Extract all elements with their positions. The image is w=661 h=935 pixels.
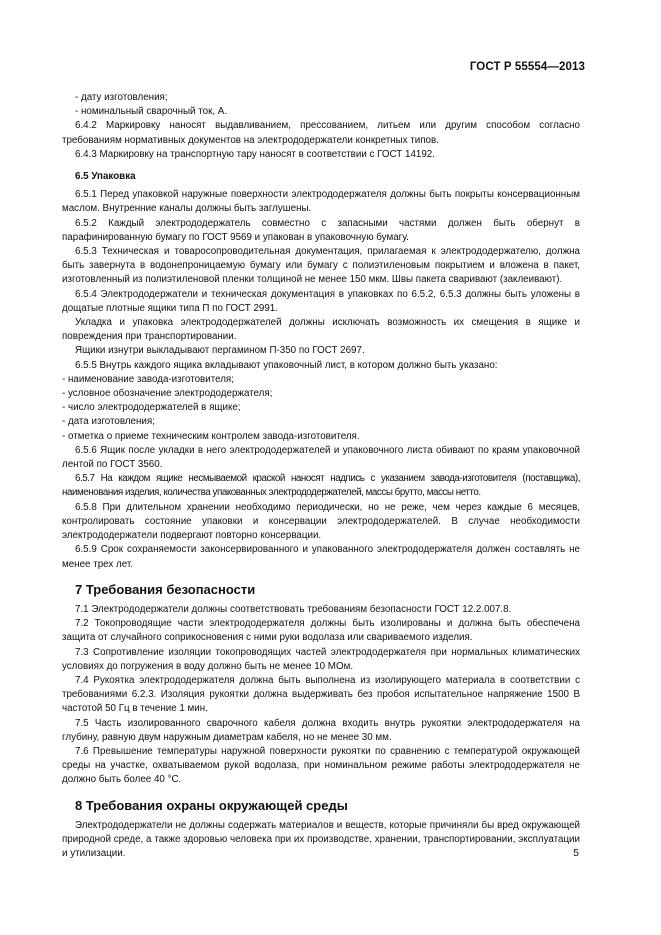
paragraph-6-5-4: 6.5.4 Электрододержатели и техническая документация в упаковках по 6.5.2, 6.5.3 должны быть уложены в дощатые плотные ящики типа П по ГОСТ 2991. bbox=[62, 288, 580, 314]
paragraph-6-5-4-c: Ящики изнутри выкладывают пергамином П-350 по ГОСТ 2697. bbox=[75, 345, 365, 357]
paragraph-6-5-2: 6.5.2 Каждый электрододержатель совместно с запасными частями должен быть обернут в парафинированную бумагу по ГОСТ 9569 и упакован в упаковочную бумагу. bbox=[62, 217, 580, 243]
paragraph-6-5-4-b: Укладка и упаковка электрододержателей должны исключать возможность их смещения в ящике и повреждения при транспортировании. bbox=[62, 317, 580, 343]
paragraph-7-6: 7.6 Превышение температуры наружной поверхности рукоятки по сравнению с температурой окружающей среды на участке, охватываемом рукой водолаза, при номинальном режиме работы электрододержателя не должно быть более 40 °С. bbox=[62, 745, 580, 786]
paragraph-7-3: 7.3 Сопротивление изоляции токопроводящих частей электрододержателя при нормальных климатических условиях до погружения в воду должно быть не менее 10 МОм. bbox=[62, 646, 580, 672]
paragraph-6-5-1: 6.5.1 Перед упаковкой наружные поверхности электрододержателя должны быть покрыты консервационным маслом. Внутренние каналы должны быть заглушены. bbox=[62, 189, 580, 215]
section-heading-8: 8 Требования охраны окружающей среды bbox=[75, 797, 348, 813]
paragraph-6-5-5: 6.5.5 Внутрь каждого ящика вкладывают упаковочный лист, в котором должно быть указано: bbox=[75, 359, 498, 371]
paragraph-6-5-7: 6.5.7 На каждом ящике несмываемой краской наносят надпись с указанием завода-изготовителя (поставщика), наименования изделия, количества упакованных электрододержателей, массы брутто, массы нетто. bbox=[62, 473, 580, 499]
list-item: - номинальный сварочный ток, А. bbox=[75, 106, 228, 118]
list-item: - дата изготовления; bbox=[62, 416, 155, 428]
section-heading-7: 7 Требования безопасности bbox=[75, 581, 256, 597]
paragraph-7-5: 7.5 Часть изолированного сварочного кабеля должна входить внутрь рукоятки электрододержателя на глубину, равную двум наружным диаметрам кабеля, но не менее 30 мм. bbox=[62, 717, 580, 743]
paragraph-6-5-9: 6.5.9 Срок сохраняемости законсервированного и упакованного электрододержателя должен составлять не менее трех лет. bbox=[62, 544, 580, 570]
paragraph-6-4-3: 6.4.3 Маркировку на транспортную тару наносят в соответствии с ГОСТ 14192. bbox=[75, 148, 435, 160]
paragraph-7-4: 7.4 Рукоятка электрододержателя должна быть выполнена из изолирующего материала в соответствии с требованиями 6.2.3. Изоляция рукоятки должна выдерживать без пробоя испытательное напряжение 1500 В частотой 50 Гц в течение 1 мин. bbox=[62, 674, 580, 715]
paragraph-8: Электрододержатели не должны содержать материалов и веществ, которые причиняли бы вред окружающей природной среде, а также здоровью человека при их производстве, хранении, транспортировании, эксплуатации и утилизации. bbox=[62, 819, 580, 860]
list-item: - условное обозначение электрододержателя; bbox=[62, 388, 273, 400]
doc-header-code: ГОСТ Р 55554—2013 bbox=[469, 61, 585, 73]
list-item: - дату изготовления; bbox=[75, 92, 168, 103]
list-item: - наименование завода-изготовителя; bbox=[62, 373, 234, 385]
paragraph-7-2: 7.2 Токопроводящие части электрододержателя должны быть изолированы и должна быть обеспечена защита от случайного соприкосновения с ними руки водолаза или свариваемого изделия. bbox=[62, 618, 580, 644]
paragraph-7-1: 7.1 Электрододержатели должны соответствовать требованиям безопасности ГОСТ 12.2.007.8. bbox=[75, 603, 512, 615]
page-number: 5 bbox=[573, 847, 579, 859]
paragraph-6-4-2: 6.4.2 Маркировку наносят выдавливанием, прессованием, литьем или другим способом согласно требованиям нормативных документов на электрододержатели конкретных типов. bbox=[62, 120, 580, 146]
list-item: - отметка о приеме техническим контролем завода-изготовителя. bbox=[62, 430, 360, 442]
paragraph-6-5-3: 6.5.3 Техническая и товаросопроводительная документация, прилагаемая к электрододержателю, должна быть завернута в водонепроницаемую бумагу или бумагу с полиэтиленовым покрытием и вложена в пакет, изготовленный из полиэтиленовой пленки толщиной не менее 150 мкм. Швы пакета сваривают (заклеивают). bbox=[62, 246, 580, 286]
paragraph-6-5-8: 6.5.8 При длительном хранении необходимо периодически, но не реже, чем через каждые 6 месяцев, контролировать состояние упаковки и консервации электрододержателей. В случае необходимости электрододержатели подвергают повторно консервации. bbox=[62, 501, 580, 542]
list-item: - число электрододержателей в ящике; bbox=[62, 402, 241, 414]
paragraph-6-5-6: 6.5.6 Ящик после укладки в него электрододержателей и упаковочного листа обивают по краям упаковочной лентой по ГОСТ 3560. bbox=[62, 444, 580, 471]
section-heading-6-5: 6.5 Упаковка bbox=[75, 171, 136, 183]
document-body bbox=[62, 91, 580, 861]
